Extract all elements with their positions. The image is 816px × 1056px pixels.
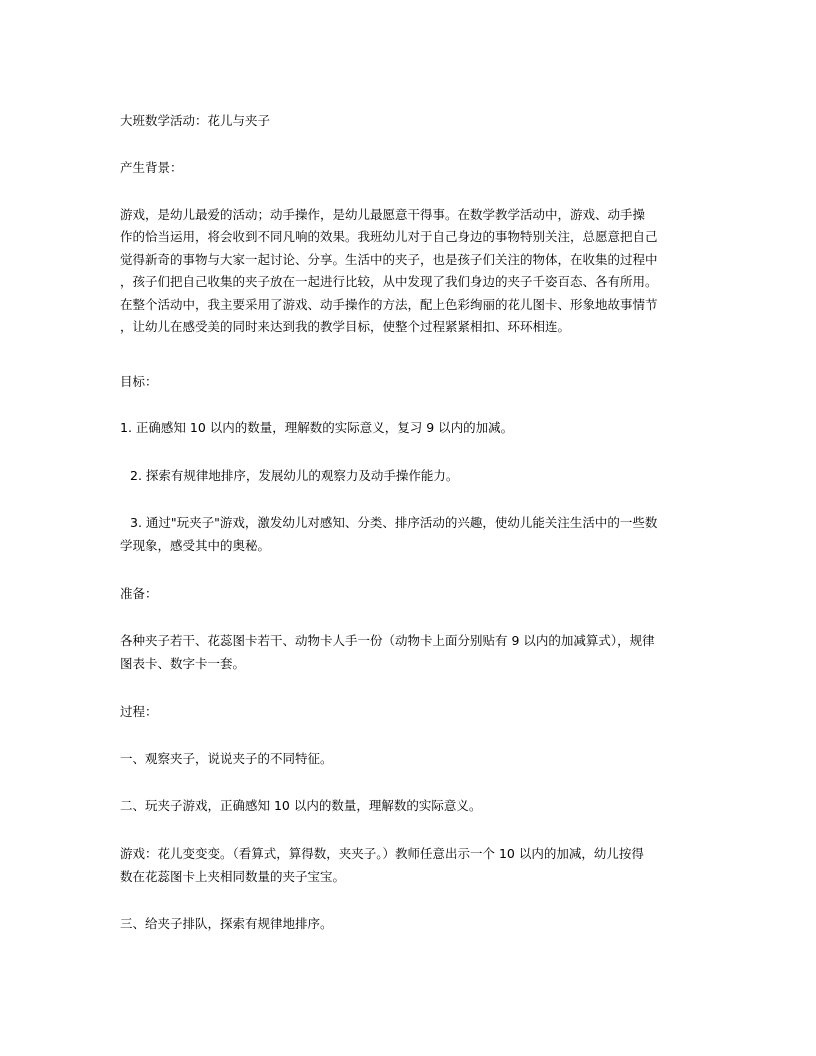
goal-item-3-line: 3. 通过"玩夹子"游戏，激发幼儿对感知、分类、排序活动的兴趣，使幼儿能关注生活中的一些数	[130, 515, 658, 530]
process-step-2: 二、玩夹子游戏，正确感知 10 以内的数量，理解数的实际意义。	[120, 798, 482, 813]
goal-item-3-line: 学现象，感受其中的奥秘。	[120, 538, 271, 553]
prep-line: 各种夹子若干、花蕊图卡若干、动物卡人手一份（动物卡上面分别贴有 9 以内的加减算式），规律	[120, 633, 655, 648]
process-step-1: 一、观察夹子，说说夹子的不同特征。	[120, 751, 333, 766]
background-line: 作的恰当运用，将会收到不同凡响的效果。我班幼儿对于自己身边的事物特别关注，总愿意把自己	[120, 229, 658, 244]
background-heading: 产生背景：	[120, 160, 183, 175]
prep-line: 图表卡、数字卡一套。	[120, 656, 246, 671]
background-line: 在整个活动中，我主要采用了游戏、动手操作的方法，配上色彩绚丽的花儿图卡、形象地故事情节	[120, 297, 658, 312]
game-line: 游戏：花儿变变变。（看算式，算得数，夹夹子。）教师任意出示一个 10 以内的加减，幼儿按得	[120, 846, 644, 861]
game-line: 数在花蕊图卡上夹相同数量的夹子宝宝。	[120, 869, 346, 884]
process-step-3: 三、给夹子排队，探索有规律地排序。	[120, 916, 333, 931]
background-line: ，让幼儿在感受美的同时来达到我的教学目标，使整个过程紧紧相扣、环环相连。	[120, 319, 571, 334]
goals-heading: 目标：	[120, 374, 158, 389]
background-line: 游戏，是幼儿最爱的活动；动手操作，是幼儿最愿意干得事。在数学教学活动中，游戏、动手操	[120, 207, 646, 222]
goal-item-2: 2. 探索有规律地排序，发展幼儿的观察力及动手操作能力。	[130, 468, 459, 483]
goal-item-1: 1. 正确感知 10 以内的数量，理解数的实际意义，复习 9 以内的加减。	[120, 420, 514, 435]
background-line: 觉得新奇的事物与大家一起讨论、分享。生活中的夹子，也是孩子们关注的物体，在收集的过程中	[120, 252, 658, 267]
process-heading: 过程：	[120, 704, 158, 719]
background-line: ，孩子们把自己收集的夹子放在一起进行比较，从中发现了我们身边的夹子千姿百态、各有所用。	[120, 274, 658, 289]
document-title: 大班数学活动：花儿与夹子	[120, 113, 271, 128]
prep-heading: 准备：	[120, 586, 158, 601]
